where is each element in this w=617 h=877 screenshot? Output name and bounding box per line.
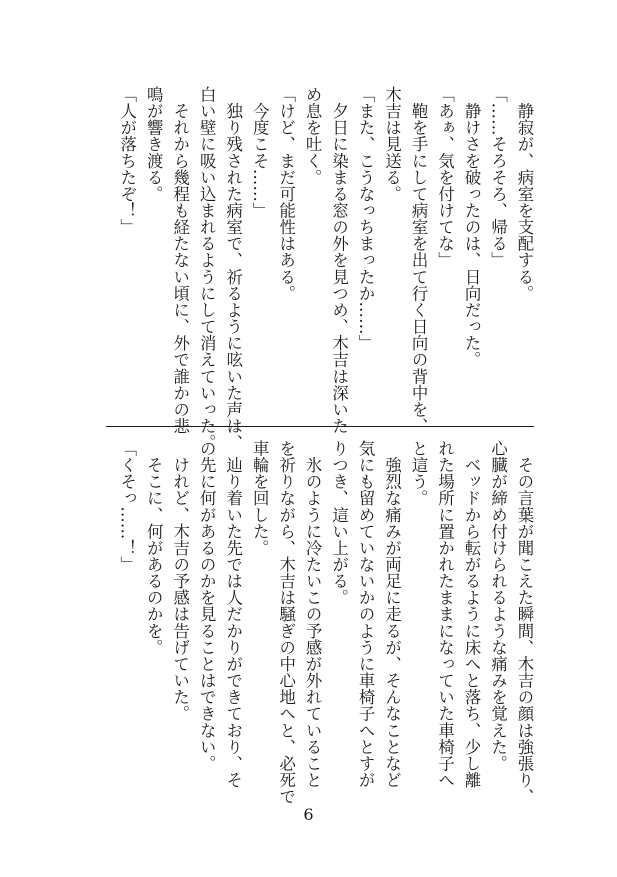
text-column: 白い壁に吸い込まれるようにして消えていった。 [197,86,217,451]
text-column: 強烈な痛みが両足に走るが、そんなことなど [382,440,402,789]
text-column: 心臓が締め付けられるような痛みを覚えた。 [488,440,508,772]
text-column: れた場所に置かれたままになっていた車椅子へ [435,440,455,789]
text-column: 気にも留めていないかのように車椅子へとすが [356,440,376,789]
text-column: 「くそっ……！」 [117,440,137,573]
text-column: 今度こそ……」 [250,86,270,219]
text-column: 「あぁ、気を付けてな」 [435,86,455,269]
text-column: 「けど、まだ可能性はある。 [276,86,296,302]
text-column: 車輪を回した。 [250,440,270,557]
text-column: 辿り着いた先では人だかりができており、そ [223,440,243,789]
text-column: ベッドから転がるように床へと落ち、少し離 [462,440,482,789]
text-column: けれど、木吉の予感は告げていた。 [170,440,190,722]
text-column: 鳴が響き渡る。 [144,86,164,203]
text-column: 「人が落ちたぞ！」 [117,86,137,236]
text-column: りつき、這い上がる。 [329,440,349,606]
text-column: め息を吐く。 [303,86,323,186]
text-column: 「……そろそろ、帰る」 [488,86,508,269]
text-column: その言葉が聞こえた瞬間、木吉の顔は強張り、 [515,440,534,805]
text-column: 「また、こうなっちまったか……」 [356,86,376,352]
text-column: そこに、何があるのかを。 [144,440,164,656]
lower-text-block [106,440,534,805]
text-column: 静けさを破ったのは、日向だった。 [462,86,482,368]
text-column: を祈りながら、木吉は騒ぎの中心地へと、必死で [276,440,296,805]
section-divider [106,426,534,427]
text-column: それから幾程も経たない頃に、外で誰かの悲 [170,86,190,435]
text-column: 氷のように冷たいこの予感が外れていること [303,440,323,789]
text-column: 独り残された病室で、祈るように呟いた声は、 [223,86,243,451]
text-column: 鞄を手にして病室を出て行く日向の背中を、 [409,86,429,435]
text-column: 木吉は見送る。 [382,86,402,203]
upper-text-block [106,86,534,451]
page-number: 6 [303,805,314,824]
text-column: 夕日に染まる窓の外を見つめ、木吉は深いた [329,86,349,435]
text-column: と這う。 [409,440,429,507]
text-column: の先に何があるのかを見ることはできない。 [197,440,217,772]
text-column: 静寂が、病室を支配する。 [515,86,534,302]
